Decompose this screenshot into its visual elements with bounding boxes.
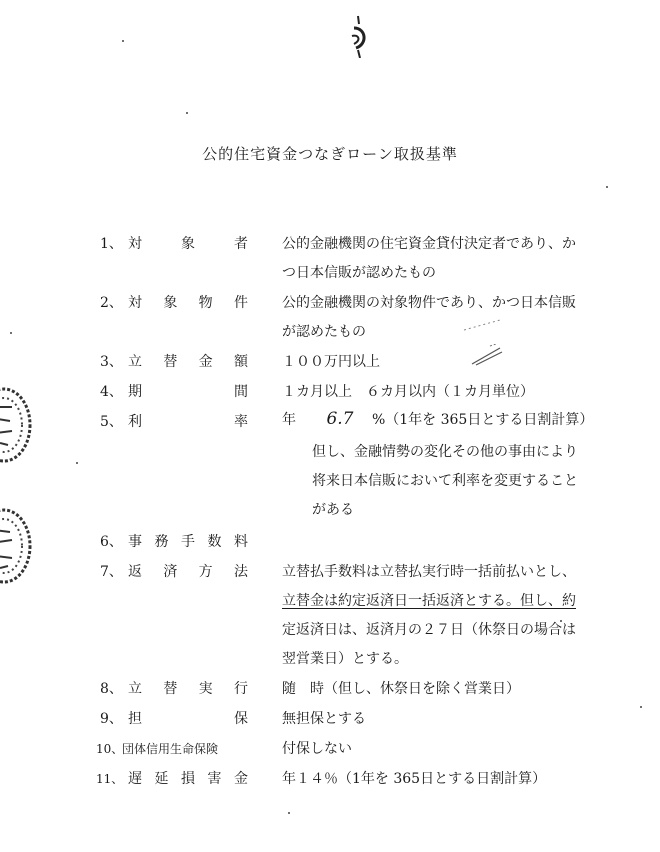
handwritten-rate-value: 6.7 xyxy=(326,409,354,429)
label-char: 者 xyxy=(234,236,248,252)
item-value-line: １カ月以上 ６カ月以内（１カ月単位） xyxy=(282,384,534,400)
item-label xyxy=(128,770,248,788)
stamp-mark-icon xyxy=(348,14,370,58)
label-char: 手 xyxy=(181,534,195,550)
item-label xyxy=(128,710,248,728)
item-number: 8、 xyxy=(100,681,123,697)
item-label: 団体信用生命保険 xyxy=(122,742,219,756)
label-char: 物 xyxy=(198,295,213,311)
label-char: 務 xyxy=(154,534,169,550)
item-number: 4、 xyxy=(100,384,123,400)
item-value-line: 公的金融機関の住宅資金貸付決定者であり、か xyxy=(282,236,576,252)
label-char: 象 xyxy=(163,295,178,311)
label-char: 件 xyxy=(233,295,248,311)
label-char: 担 xyxy=(128,711,142,727)
item-number: 5、 xyxy=(100,414,123,430)
item-number: 6、 xyxy=(100,534,123,550)
label-char: 間 xyxy=(234,384,248,400)
item-value-line: 公的金融機関の対象物件であり、かつ日本信販 xyxy=(282,295,576,311)
item-value-line: つ日本信販が認めたもの xyxy=(282,265,436,281)
label-char: 返 xyxy=(128,564,142,580)
label-char: 替 xyxy=(163,681,178,697)
label-char: 料 xyxy=(234,534,248,550)
document-title: 公的住宅資金つなぎローン取扱基準 xyxy=(202,145,458,163)
label-char: 象 xyxy=(181,236,195,252)
item-number: 3、 xyxy=(100,354,123,370)
item-label xyxy=(128,413,248,431)
label-char: 延 xyxy=(154,771,169,787)
rate-prefix: 年 xyxy=(282,412,296,428)
label-char: 替 xyxy=(163,354,178,370)
label-char: 金 xyxy=(198,354,213,370)
label-char: 率 xyxy=(234,414,248,430)
rate-suffix: %（1年を 365日とする日割計算） xyxy=(371,412,594,428)
item-number: 11、 xyxy=(96,772,124,786)
label-char: 立 xyxy=(128,354,142,370)
scan-speck xyxy=(640,706,642,708)
label-char: 事 xyxy=(128,534,142,550)
label-char: 利 xyxy=(128,414,142,430)
label-char: 対 xyxy=(128,236,142,252)
label-char: 方 xyxy=(198,564,213,580)
label-char: 金 xyxy=(234,771,248,787)
item-label xyxy=(128,294,248,312)
label-char: 済 xyxy=(163,564,178,580)
label-char: 対 xyxy=(128,295,142,311)
label-char: 行 xyxy=(233,681,248,697)
item-label xyxy=(128,383,248,401)
label-char: 法 xyxy=(233,564,248,580)
seal-stamp-icon xyxy=(0,385,34,465)
item-value-line: 翌営業日）とする。 xyxy=(282,651,408,667)
label-char: 数 xyxy=(207,534,222,550)
pen-mark-icon xyxy=(470,344,504,366)
item-label xyxy=(128,680,248,698)
scan-speck xyxy=(288,812,290,814)
item-value-line: 定返済日は、返済月の２７日（休祭日の場合は xyxy=(282,622,576,638)
item-value-line: １００万円以上 xyxy=(282,354,380,370)
item-value-line: 立替金は約定返済日一括返済とする。但し、約 xyxy=(282,593,576,609)
item-value-line: 随 時（但し、休祭日を除く営業日） xyxy=(282,681,520,697)
item-value-line: 年１４％（1年を 365日とする日割計算） xyxy=(282,771,547,787)
item-value-line: 立替払手数料は立替払実行時一括前払いとし、 xyxy=(282,564,576,580)
item-value-line: 付保しない xyxy=(282,741,352,757)
item-label xyxy=(128,533,248,551)
item-label xyxy=(128,563,248,581)
label-char: 期 xyxy=(128,384,142,400)
label-char: 害 xyxy=(207,771,222,787)
item-number: 7、 xyxy=(100,564,123,580)
item-value-line: 無担保とする xyxy=(282,711,366,727)
item-label xyxy=(128,353,248,371)
seal-stamp-icon xyxy=(0,506,34,586)
label-char: 立 xyxy=(128,681,142,697)
label-char: 保 xyxy=(234,711,248,727)
item-value-line: 但し、金融情勢の変化その他の事由により xyxy=(312,444,578,460)
scan-speck xyxy=(10,332,12,334)
scan-speck xyxy=(186,112,188,114)
item-number: 10、 xyxy=(96,742,124,756)
rate-line xyxy=(282,410,593,429)
item-label xyxy=(128,235,248,253)
item-number: 1、 xyxy=(100,236,123,252)
label-char: 遅 xyxy=(128,771,142,787)
item-value-line: が認めたもの xyxy=(282,324,366,340)
scan-speck xyxy=(76,462,78,464)
item-value-line: 将来日本信販において利率を変更すること xyxy=(312,473,578,489)
item-value-line: がある xyxy=(312,502,354,518)
item-number: 9、 xyxy=(100,711,123,727)
item-number: 2、 xyxy=(100,295,123,311)
label-char: 損 xyxy=(181,771,195,787)
scan-speck xyxy=(606,186,608,188)
scan-speck xyxy=(122,40,124,42)
label-char: 実 xyxy=(198,681,213,697)
pen-mark-icon xyxy=(462,318,502,332)
label-char: 額 xyxy=(233,354,248,370)
